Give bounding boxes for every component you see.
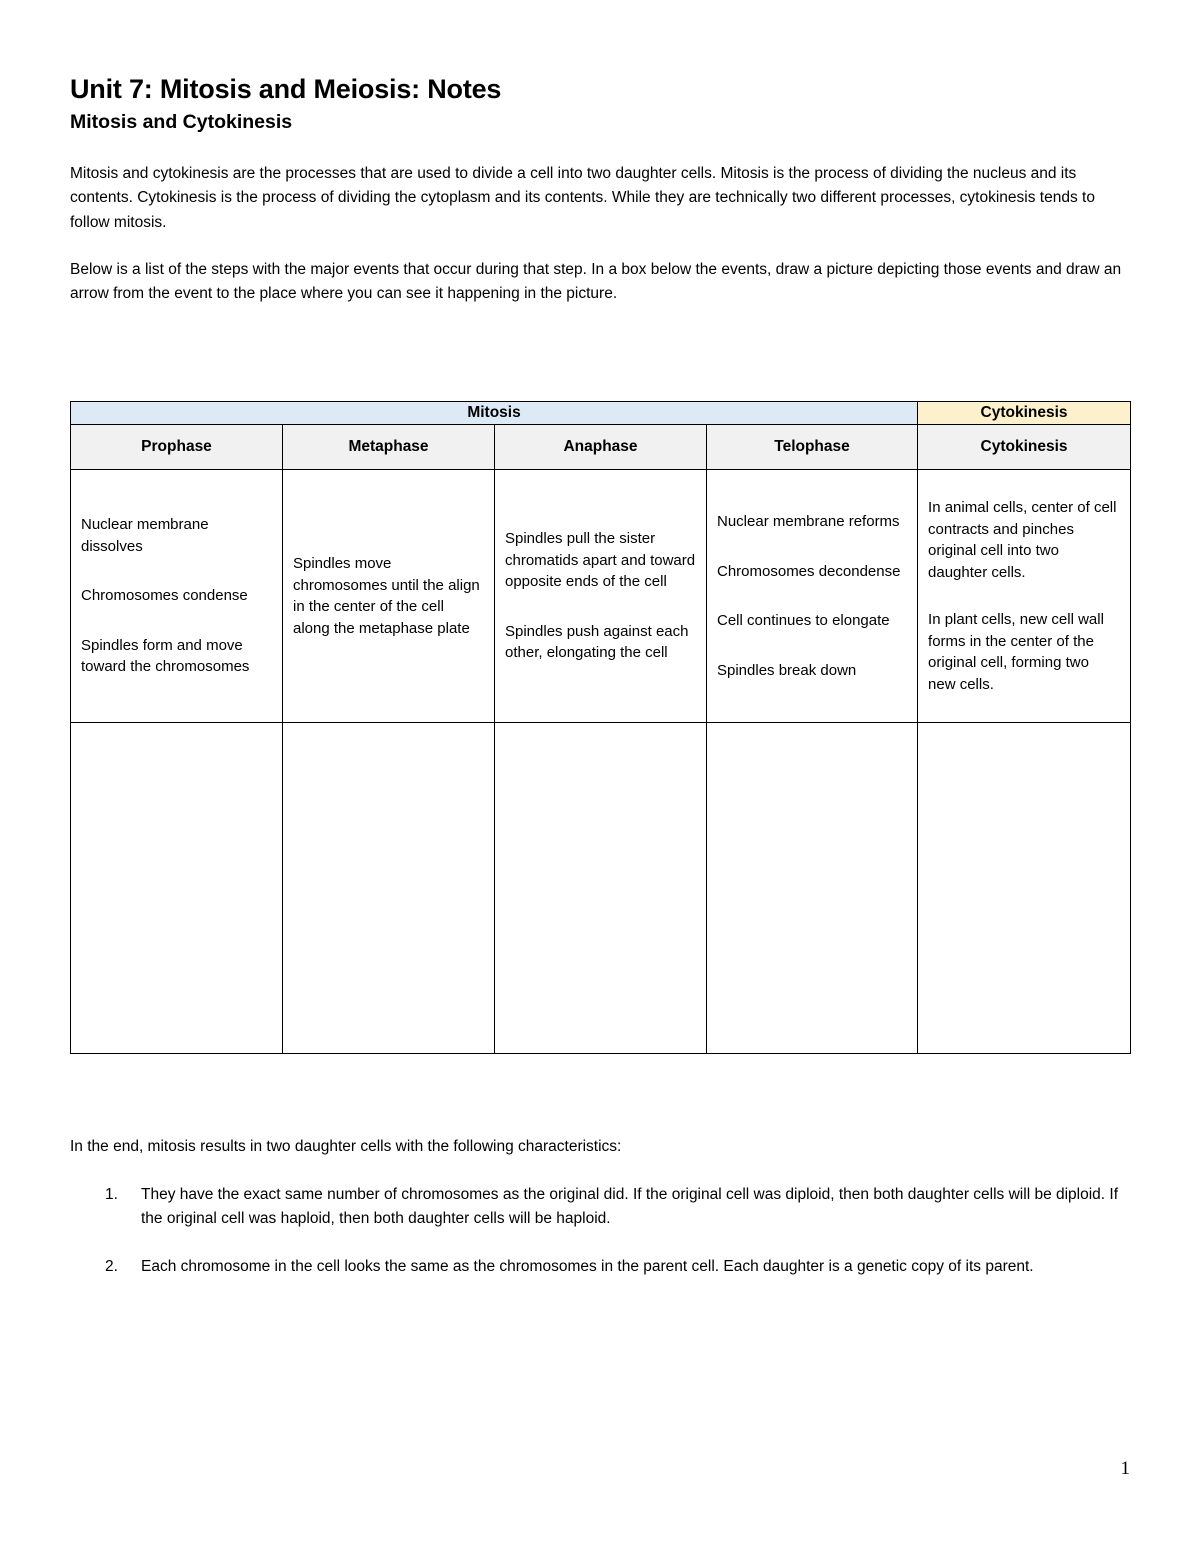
anaphase-drawing-box[interactable] — [495, 723, 707, 1054]
prophase-drawing-box[interactable] — [71, 723, 283, 1054]
page-number: 1 — [1120, 1458, 1130, 1479]
phase-table — [70, 401, 1131, 1054]
instructions-paragraph: Below is a list of the steps with the major events that occur during that step. In a box below the events, draw a picture depicting those events and draw an arrow from the event to the place where you can see it happening in the picture. — [70, 261, 1122, 303]
metaphase-event: Spindles move chromosomes until the align in the center of the cell along the metaphase plate — [293, 555, 480, 637]
cytokinesis-event: In animal cells, center of cell contracts and pinches original cell into two daughter cells. — [928, 499, 1117, 581]
telophase-event: Chromosomes decondense — [717, 562, 901, 580]
result-number: 1. — [105, 1186, 118, 1203]
metaphase-drawing-box[interactable] — [283, 723, 495, 1054]
telophase-event: Nuclear membrane reforms — [717, 513, 900, 530]
phase-header-metaphase: Metaphase — [283, 425, 495, 470]
section-subtitle: Mitosis and Cytokinesis — [70, 111, 293, 133]
result-number: 2. — [105, 1257, 118, 1275]
anaphase-events-cell — [495, 470, 707, 723]
page-title: Unit 7: Mitosis and Meiosis: Notes — [70, 74, 502, 104]
result-text: Each chromosome in the cell looks the same as the chromosomes in the parent cell. Each daughter is a genetic copy of its parent. — [141, 1257, 1034, 1275]
result-item — [70, 1255, 1135, 1279]
result-item — [70, 1183, 1135, 1232]
cytokinesis-drawing-box[interactable] — [918, 723, 1131, 1054]
metaphase-events-cell — [283, 470, 495, 723]
mitosis-group-header: Mitosis — [71, 402, 918, 425]
prophase-event: Nuclear membrane dissolves — [81, 516, 209, 555]
intro-paragraph: Mitosis and cytokinesis are the processes that are used to divide a cell into two daughter cells. Mitosis is the process of dividing the nucleus and its contents. Cytokinesis is the process of dividing the cytoplasm and its contents. While they are technically two different processes, cytokinesis tends to follow mitosis. — [70, 165, 1095, 231]
phase-header-cytokinesis: Cytokinesis — [918, 425, 1131, 470]
telophase-drawing-box[interactable] — [707, 723, 918, 1054]
anaphase-event: Spindles pull the sister chromatids apart and toward opposite ends of the cell — [505, 530, 696, 591]
summary-lead: In the end, mitosis results in two daughter cells with the following characteristics: — [70, 1138, 622, 1155]
group-header-row — [71, 402, 1131, 425]
phase-header-anaphase: Anaphase — [495, 425, 707, 470]
telophase-events-cell — [707, 470, 918, 723]
cytokinesis-events-cell — [918, 470, 1131, 723]
events-row — [71, 470, 1131, 723]
phase-header-row — [71, 425, 1131, 470]
prophase-event: Spindles form and move toward the chromosomes — [81, 636, 250, 676]
phase-header-telophase: Telophase — [707, 425, 918, 470]
phase-header-prophase: Prophase — [71, 425, 283, 470]
prophase-event: Chromosomes condense — [81, 587, 248, 605]
prophase-events-cell — [71, 470, 283, 723]
telophase-event: Cell continues to elongate — [717, 612, 890, 629]
anaphase-event: Spindles push against each other, elongating the cell — [505, 622, 689, 662]
result-list — [70, 1183, 1135, 1302]
telophase-event: Spindles break down — [717, 661, 857, 679]
drawing-row — [71, 723, 1131, 1054]
result-text: They have the exact same number of chromosomes as the original did. If the original cell was diploid, then both daughter cells will be diploid. If the original cell was haploid, then both daughter cells will be haploid. — [141, 1186, 1119, 1228]
cytokinesis-event: In plant cells, new cell wall forms in the center of the original cell, forming two new cells. — [928, 611, 1104, 693]
cytokinesis-group-header: Cytokinesis — [918, 402, 1131, 425]
